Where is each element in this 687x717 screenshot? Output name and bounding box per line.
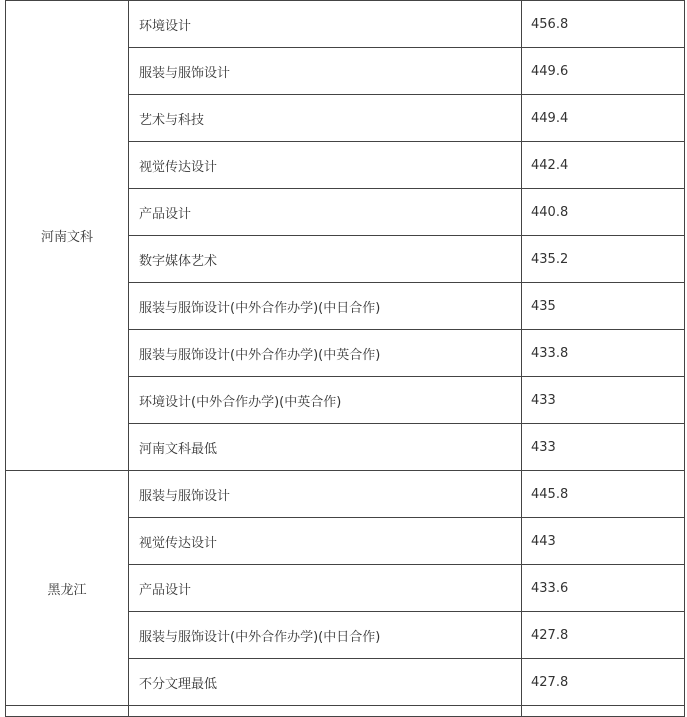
major-cell: 环境设计 [129,1,522,48]
score-cell: 449.6 [522,48,685,95]
major-cell-empty [129,706,522,717]
table-row [6,1,685,48]
score-cell: 433 [522,424,685,471]
score-cell: 433.8 [522,330,685,377]
region-cell: 河南文科 [6,1,129,471]
score-cell: 433 [522,377,685,424]
score-cell: 440.8 [522,189,685,236]
score-cell: 427.8 [522,612,685,659]
score-cell: 456.8 [522,1,685,48]
major-cell: 服装与服饰设计 [129,471,522,518]
table-row [6,471,685,518]
score-cell-empty [522,706,685,717]
major-cell: 视觉传达设计 [129,142,522,189]
admission-score-table [5,0,685,717]
major-cell: 不分文理最低 [129,659,522,706]
major-cell: 服装与服饰设计 [129,48,522,95]
major-cell: 视觉传达设计 [129,518,522,565]
score-cell: 427.8 [522,659,685,706]
major-cell: 产品设计 [129,565,522,612]
major-cell: 环境设计(中外合作办学)(中英合作) [129,377,522,424]
region-cell-empty [6,706,129,717]
major-cell: 服装与服饰设计(中外合作办学)(中英合作) [129,330,522,377]
score-cell: 435.2 [522,236,685,283]
score-cell: 445.8 [522,471,685,518]
score-cell: 435 [522,283,685,330]
score-cell: 449.4 [522,95,685,142]
major-cell: 服装与服饰设计(中外合作办学)(中日合作) [129,283,522,330]
score-cell: 443 [522,518,685,565]
region-cell: 黑龙江 [6,471,129,706]
score-cell: 433.6 [522,565,685,612]
major-cell: 服装与服饰设计(中外合作办学)(中日合作) [129,612,522,659]
table-body [6,1,685,717]
major-cell: 产品设计 [129,189,522,236]
major-cell: 艺术与科技 [129,95,522,142]
major-cell: 河南文科最低 [129,424,522,471]
table-row-partial [6,706,685,717]
major-cell: 数字媒体艺术 [129,236,522,283]
score-cell: 442.4 [522,142,685,189]
